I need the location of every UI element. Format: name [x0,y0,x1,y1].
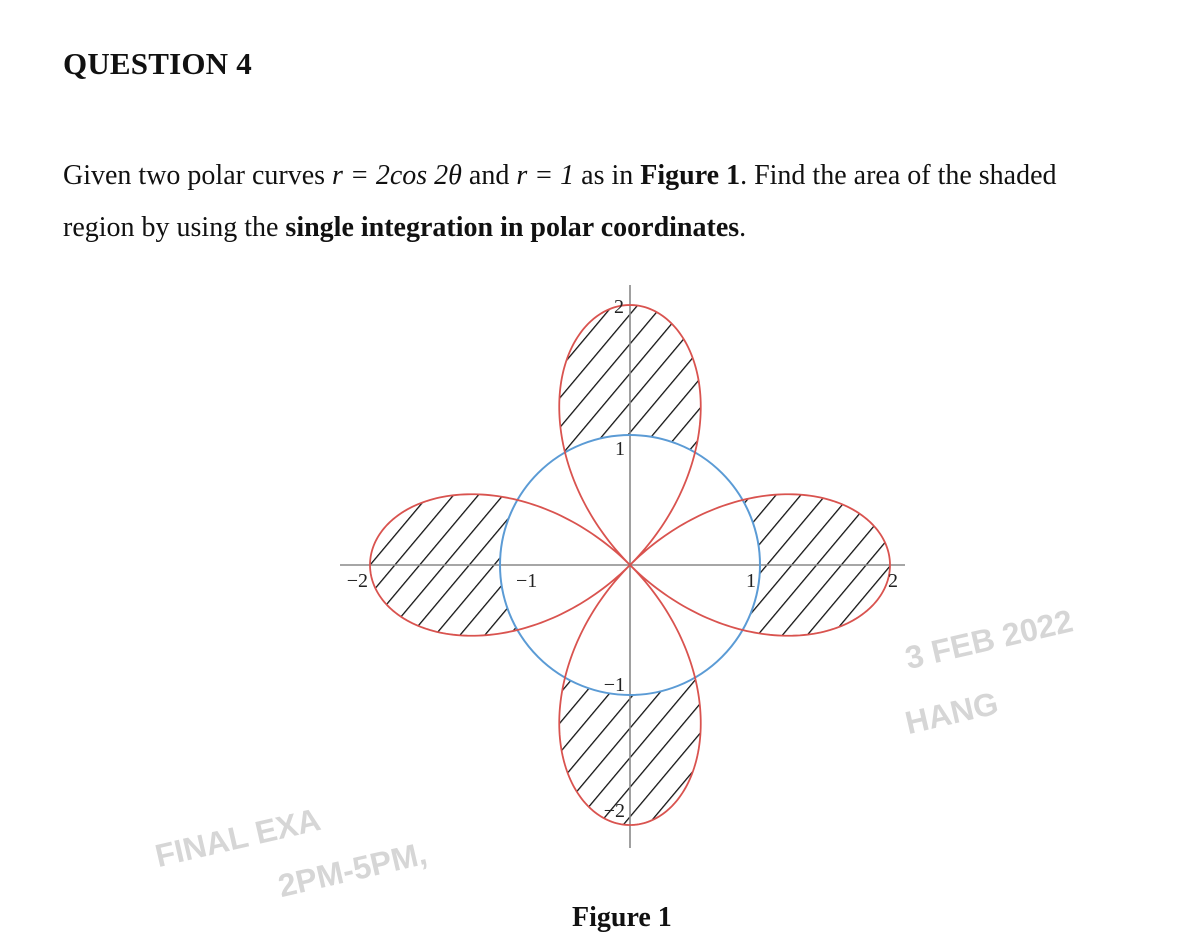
tick-label-y-neg2: −2 [603,800,625,822]
tick-label-x-pos2: 2 [888,570,898,592]
tick-label-x-pos1: 1 [746,570,756,592]
tick-label-x-neg1: −1 [516,570,538,592]
watermark: 3 FEB 2022 [901,602,1077,677]
tick-label-y-pos1: 1 [615,438,625,460]
text-segment: Given two polar curves [63,160,333,191]
watermark: 2PM-5PM, [274,834,431,905]
text-segment: region by using the [63,212,286,243]
watermark: HANG [901,684,1002,742]
text-segment: . Find the area of the shaded [740,160,1057,191]
question-heading: QUESTION 4 [63,46,252,81]
method-emphasis: single integration in polar coordinates [285,212,740,243]
tick-label-y-neg1: −1 [603,674,625,696]
equation-circle: r = 1 [516,160,575,191]
tick-label-x-neg2: −2 [346,570,368,592]
watermark: FINAL EXA [151,801,324,875]
equation-rose: r = 2cos 2θ [332,160,462,191]
text-segment: as in [574,160,641,191]
text-segment: . [739,212,747,243]
figure-caption: Figure 1 [572,902,672,933]
figure-reference: Figure 1 [640,160,741,191]
text-segment: and [461,160,517,191]
tick-label-y-pos2: 2 [614,296,624,318]
